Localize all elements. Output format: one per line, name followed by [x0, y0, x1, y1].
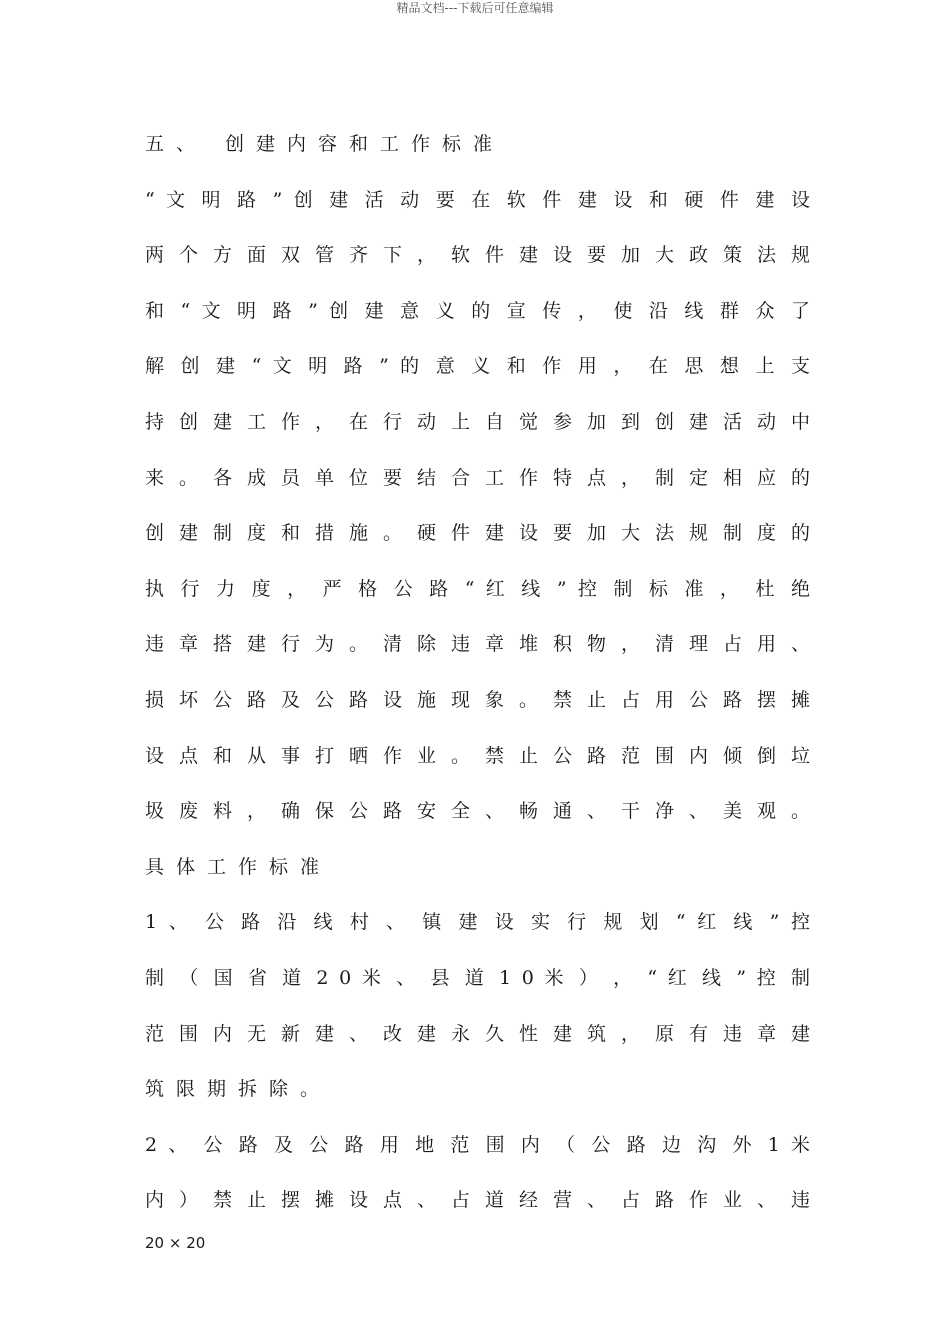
- body-text-line: 五、 创建内容和工作标准: [145, 133, 505, 155]
- body-text-line: 和 “ 文 明 路 ” 创 建 意 义 的 宣 传 ， 使 沿 线 群 众 了: [145, 299, 810, 322]
- body-text-line: 设 点 和 从 事 打 晒 作 业 。 禁 止 公 路 范 围 内 倾 倒 垃: [145, 744, 810, 767]
- document-body: [145, 117, 810, 1229]
- page-header: 精品文档---下载后可任意编辑: [396, 1, 554, 15]
- page-footer: 20 × 20: [145, 1234, 206, 1252]
- body-text-line: 1 、 公 路 沿 线 村 、 镇 建 设 实 行 规 划 “ 红 线 ” 控: [145, 911, 810, 934]
- body-text-line: 制 （ 国 省 道 2 0 米 、 县 道 1 0 米 ） ， “ 红 线 ” 控 制: [145, 966, 810, 989]
- body-text-line: 持 创 建 工 作 ， 在 行 动 上 自 觉 参 加 到 创 建 活 动 中: [145, 410, 810, 433]
- body-text-line: 两 个 方 面 双 管 齐 下 ， 软 件 建 设 要 加 大 政 策 法 规: [145, 244, 810, 267]
- body-text-line: 具体工作标准: [145, 855, 332, 878]
- body-text-line: 筑限期拆除。: [145, 1078, 332, 1101]
- body-text-line: 解 创 建 “ 文 明 路 ” 的 意 义 和 作 用 ， 在 思 想 上 支: [145, 355, 810, 378]
- body-text-line: 内 ） 禁 止 摆 摊 设 点 、 占 道 经 营 、 占 路 作 业 、 违: [145, 1189, 810, 1212]
- body-text-line: 违 章 搭 建 行 为 。 清 除 违 章 堆 积 物 ， 清 理 占 用 、: [145, 633, 810, 656]
- body-text-line: 执 行 力 度 ， 严 格 公 路 “ 红 线 ” 控 制 标 准 ， 杜 绝: [145, 577, 810, 600]
- body-text-line: 圾 废 料 ， 确 保 公 路 安 全 、 畅 通 、 干 净 、 美 观 。: [145, 800, 810, 823]
- body-text-line: 2 、 公 路 及 公 路 用 地 范 围 内 （ 公 路 边 沟 外 1 米: [145, 1133, 810, 1156]
- body-text-line: 来 。 各 成 员 单 位 要 结 合 工 作 特 点 ， 制 定 相 应 的: [145, 466, 810, 489]
- body-text-line: 损 坏 公 路 及 公 路 设 施 现 象 。 禁 止 占 用 公 路 摆 摊: [145, 688, 810, 711]
- body-text-line: “ 文 明 路 ” 创 建 活 动 要 在 软 件 建 设 和 硬 件 建 设: [145, 188, 810, 211]
- body-text-line: 范 围 内 无 新 建 、 改 建 永 久 性 建 筑 ， 原 有 违 章 建: [145, 1022, 810, 1045]
- body-text-line: 创 建 制 度 和 措 施 。 硬 件 建 设 要 加 大 法 规 制 度 的: [145, 522, 810, 545]
